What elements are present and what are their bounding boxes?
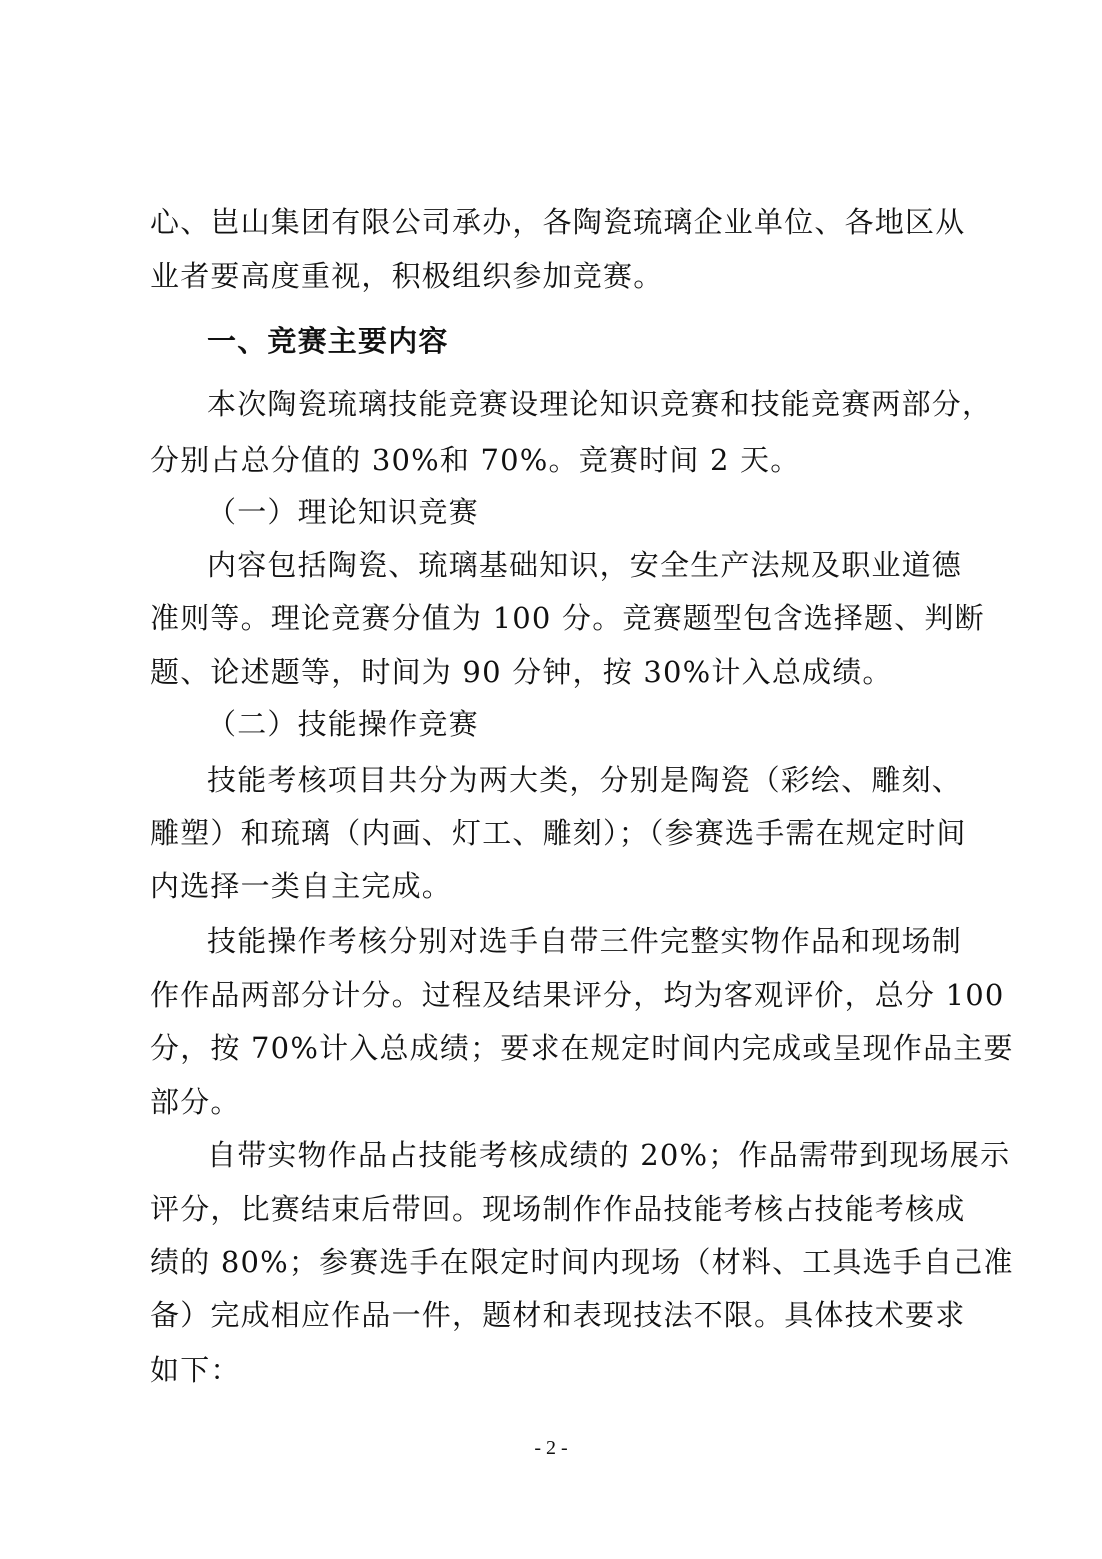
paragraph-line: 技能考核项目共分为两大类，分别是陶瓷（彩绘、雕刻、 [207,763,963,797]
paragraph-line: 自带实物作品占技能考核成绩的 20%；作品需带到现场展示 [207,1138,1011,1172]
paragraph-line: 业者要高度重视，积极组织参加竞赛。 [150,259,664,293]
paragraph-line: 部分。 [150,1085,241,1119]
paragraph-line: 雕塑）和琉璃（内画、灯工、雕刻）；（参赛选手需在规定时间 [150,816,967,850]
subsection-heading: （一）理论知识竞赛 [207,495,479,529]
page-number: - 2 - [534,1437,568,1459]
paragraph-line: 评分，比赛结束后带回。现场制作作品技能考核占技能考核成 [150,1192,966,1226]
subsection-heading: （二）技能操作竞赛 [207,707,479,741]
paragraph-line: 准则等。理论竞赛分值为 100 分。竞赛题型包含选择题、判断 [150,601,985,635]
paragraph-line: 技能操作考核分别对选手自带三件完整实物作品和现场制 [207,924,963,958]
paragraph-line: 心、岜山集团有限公司承办，各陶瓷琉璃企业单位、各地区从 [150,205,966,239]
paragraph-line: 绩的 80%；参赛选手在限定时间内现场（材料、工具选手自己准 [150,1245,1014,1279]
paragraph-line: 作作品两部分计分。过程及结果评分，均为客观评价，总分 100 [150,978,1005,1012]
paragraph-line: 分，按 70%计入总成绩；要求在规定时间内完成或呈现作品主要 [150,1031,1014,1065]
paragraph-line: 题、论述题等，时间为 90 分钟，按 30%计入总成绩。 [150,655,893,689]
paragraph-line: 内容包括陶瓷、琉璃基础知识，安全生产法规及职业道德 [207,548,963,582]
section-heading: 一、竞赛主要内容 [207,324,449,358]
paragraph-line: 内选择一类自主完成。 [150,869,453,903]
paragraph-line: 如下： [150,1353,241,1387]
paragraph-line: 分别占总分值的 30%和 70%。竞赛时间 2 天。 [150,443,801,477]
paragraph-line: 备）完成相应作品一件，题材和表现技法不限。具体技术要求 [150,1298,966,1332]
paragraph-line: 本次陶瓷琉璃技能竞赛设理论知识竞赛和技能竞赛两部分， [207,387,993,421]
